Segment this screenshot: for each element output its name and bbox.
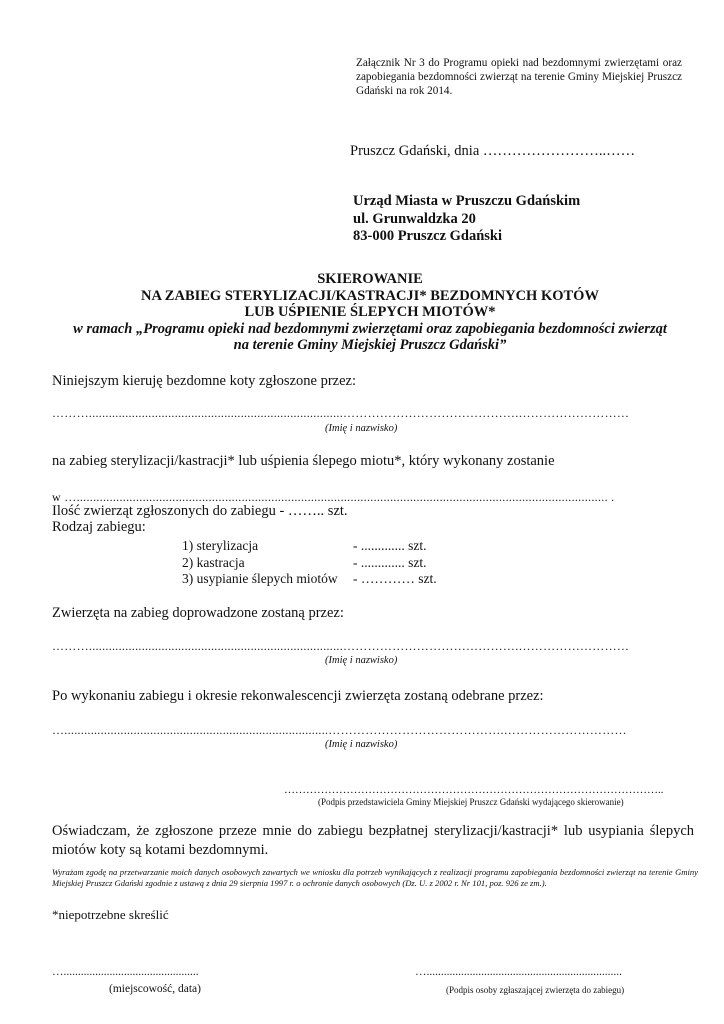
- applicant-signature-caption: (Podpis osoby zgłaszającej zwierzęta do zabiegu): [446, 985, 625, 995]
- procedure-qty: - ............. szt.: [353, 538, 427, 553]
- collected-by-name-line: …................................................................................…………………………………….…………………………: [52, 723, 627, 737]
- location-line: w …................................................................................................................................................................. .: [52, 490, 615, 504]
- referred-by-label: Niniejszym kieruję bezdomne koty zgłoszone przez:: [52, 373, 356, 389]
- procedure-name: 2) kastracja: [182, 555, 245, 570]
- data-consent-clause: Wyrażam zgodę na przetwarzanie moich danych osobowych zawartych we wniosku dla potrzeb wynikających z realizacji programu zapobiegania bezdomności zwierząt na terenie Gminy Miejskiej Pruszcz Gdański zgodnie z ustawą z dnia 29 sierpnia 1997 r. o ochronie danych osobowych (Dz. U. z 2002 r. Nr 101, poz. 926 ze zm.).: [52, 867, 698, 888]
- referred-by-caption: (Imię i nazwisko): [325, 423, 398, 434]
- address-line-1: Urząd Miasta w Pruszczu Gdańskim: [353, 193, 581, 209]
- address-line-3: 83-000 Pruszcz Gdański: [353, 228, 503, 244]
- title-line-5: na terenie Gminy Miejskiej Pruszcz Gdański”: [233, 337, 507, 353]
- procedure-name: 1) sterylizacja: [182, 538, 259, 553]
- delivered-by-label: Zwierzęta na zabieg doprowadzone zostaną przez:: [52, 605, 344, 621]
- applicant-signature-line: …....................................................................: [415, 966, 622, 978]
- official-signature-caption: (Podpis przedstawiciela Gminy Miejskiej Pruszcz Gdański wydającego skierowanie): [318, 797, 624, 807]
- annex-note: Załącznik Nr 3 do Programu opieki nad bezdomnymi zwierzętami oraz zapobiegania bezdomności zwierząt na terenie Gminy Miejskiej Pruszcz Gdański na rok 2014.: [356, 57, 682, 97]
- delivered-by-name-line: ……….............................................................................…………………………………….………………………: [52, 639, 630, 653]
- procedure-qty: - ………… szt.: [353, 571, 437, 586]
- official-signature-line: …………………………………………………………………………………………..: [284, 784, 664, 796]
- title-line-3: LUB UŚPIENIE ŚLEPYCH MIOTÓW*: [244, 304, 496, 320]
- referred-by-name-line: ……….............................................................................…………………………………….………………………: [52, 406, 630, 420]
- procedure-text: na zabieg sterylizacji/kastracji* lub uśpienia ślepego miotu*, który wykonany zostanie: [52, 453, 555, 469]
- title-line-1: SKIEROWANIE: [317, 271, 423, 287]
- procedure-type-label: Rodzaj zabiegu:: [52, 519, 146, 535]
- animal-count-label: Ilość zwierząt zgłoszonych do zabiegu - …….. szt.: [52, 503, 348, 519]
- title-line-2: NA ZABIEG STERYLIZACJI/KASTRACJI* BEZDOMNYCH KOTÓW: [141, 288, 599, 304]
- footnote: *niepotrzebne skreślić: [52, 907, 169, 922]
- collected-by-caption: (Imię i nazwisko): [325, 739, 398, 750]
- delivered-by-caption: (Imię i nazwisko): [325, 655, 398, 666]
- place-date-line: Pruszcz Gdański, dnia ……………………..……: [350, 143, 636, 159]
- procedure-qty: - ............. szt.: [353, 555, 427, 570]
- collected-by-label: Po wykonaniu zabiegu i okresie rekonwalescencji zwierzęta zostaną odebrane przez:: [52, 688, 544, 704]
- place-date-signature-line: …...............................................: [52, 966, 199, 978]
- place-date-caption: (miejscowość, data): [109, 983, 201, 995]
- address-line-2: ul. Grunwaldzka 20: [353, 211, 476, 227]
- declaration-statement: Oświadczam, że zgłoszone przeze mnie do zabiegu bezpłatnej sterylizacji/kastracji* lub usypiania ślepych miotów koty są kotami bezdomnymi.: [52, 823, 694, 858]
- procedure-name: 3) usypianie ślepych miotów: [182, 571, 338, 586]
- title-line-4: w ramach „Programu opieki nad bezdomnymi zwierzętami oraz zapobiegania bezdomności zwierząt: [73, 321, 667, 337]
